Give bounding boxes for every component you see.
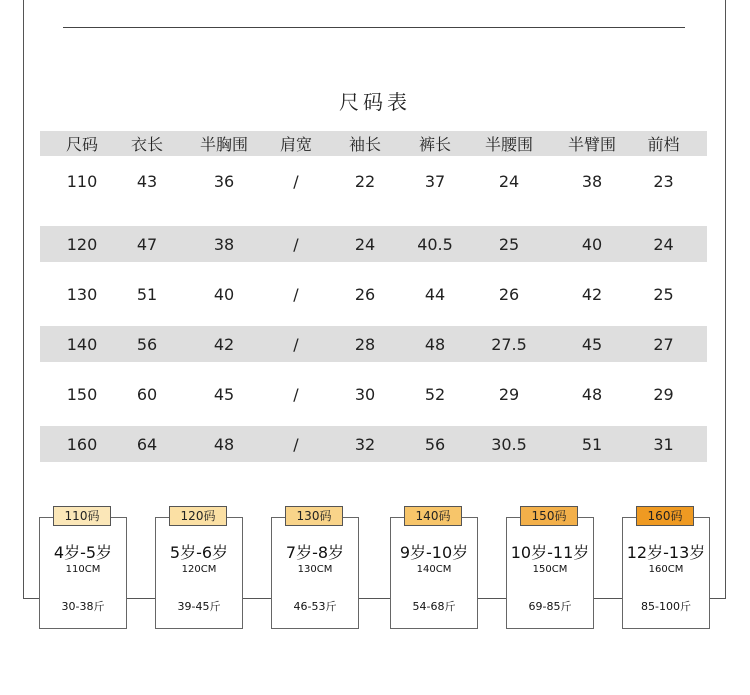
table-cell: 24 (653, 234, 674, 254)
table-cell: 31 (653, 434, 674, 454)
table-cell: 48 (424, 334, 446, 354)
card-height: 120CM (181, 564, 217, 575)
card-weight: 69-85斤 (528, 600, 572, 613)
table-cell: 120 (66, 234, 98, 254)
table-cell: 38 (213, 234, 235, 254)
card-age-range: 5岁-6岁 (169, 543, 229, 562)
table-cell: / (293, 171, 299, 191)
size-tag: 120码 (169, 506, 227, 526)
table-cell: 32 (354, 434, 376, 454)
table-cell: 47 (136, 234, 158, 254)
size-tag: 110码 (53, 506, 111, 526)
size-table (40, 131, 707, 462)
baseline-left (23, 598, 39, 599)
table-cell: 23 (653, 171, 674, 191)
table-cell: 51 (136, 284, 158, 304)
table-cell: 28 (354, 334, 376, 354)
header-cell: 半胸围 (199, 135, 248, 154)
table-row (40, 326, 707, 362)
table-cell: 140 (66, 334, 98, 354)
size-card (390, 517, 478, 629)
table-cell: / (293, 434, 299, 454)
table-row (40, 426, 707, 462)
size-tag: 140码 (404, 506, 462, 526)
table-row (40, 163, 707, 199)
table-cell: 64 (136, 434, 158, 454)
card-weight: 54-68斤 (412, 600, 456, 613)
top-divider (63, 27, 685, 28)
table-cell: 40.5 (417, 234, 453, 254)
table-cell: 56 (136, 334, 158, 354)
table-cell: 27 (653, 334, 674, 354)
table-cell: 40 (581, 234, 603, 254)
header-cell: 肩宽 (279, 135, 312, 154)
table-cell: 24 (354, 234, 376, 254)
table-cell: 22 (354, 171, 376, 191)
table-cell: 56 (424, 434, 446, 454)
table-cell: / (293, 334, 299, 354)
table-cell: 30.5 (491, 434, 527, 454)
table-cell: / (293, 284, 299, 304)
table-cell: 42 (581, 284, 603, 304)
table-cell: 40 (213, 284, 235, 304)
size-tag: 160码 (636, 506, 694, 526)
card-weight: 85-100斤 (641, 600, 691, 613)
header-cell: 袖长 (348, 135, 381, 154)
table-cell: 60 (136, 384, 158, 404)
table-cell: / (293, 384, 299, 404)
size-tag: 150码 (520, 506, 578, 526)
card-height: 160CM (648, 564, 684, 575)
baseline-segment (127, 598, 155, 599)
header-cell: 半臂围 (567, 135, 616, 154)
table-cell: 110 (66, 171, 98, 191)
table-cell: 52 (424, 384, 446, 404)
table-cell: 26 (354, 284, 376, 304)
table-cell: 36 (213, 171, 235, 191)
table-cell: 30 (354, 384, 376, 404)
table-row (40, 226, 707, 262)
baseline-segment (594, 598, 622, 599)
size-card (271, 517, 359, 629)
header-cell: 尺码 (65, 135, 98, 154)
table-row (40, 376, 707, 412)
table-cell: 25 (498, 234, 520, 254)
table-cell: 45 (581, 334, 603, 354)
table-row (40, 276, 707, 312)
card-height: 150CM (532, 564, 568, 575)
card-weight: 30-38斤 (61, 600, 105, 613)
table-cell: 37 (424, 171, 446, 191)
card-height: 130CM (297, 564, 333, 575)
size-card (622, 517, 710, 629)
table-cell: / (293, 234, 299, 254)
table-cell: 38 (581, 171, 603, 191)
table-cell: 26 (498, 284, 520, 304)
table-cell: 48 (581, 384, 603, 404)
table-cell: 130 (66, 284, 98, 304)
table-cell: 24 (498, 171, 520, 191)
table-cell: 42 (213, 334, 235, 354)
table-cell: 25 (653, 284, 674, 304)
card-weight: 39-45斤 (177, 600, 221, 613)
page-title: 尺码表 (339, 90, 411, 114)
table-cell: 29 (653, 384, 674, 404)
header-cell: 裤长 (418, 135, 451, 154)
baseline-segment (243, 598, 271, 599)
card-age-range: 12岁-13岁 (626, 543, 706, 562)
table-cell: 150 (66, 384, 98, 404)
table-cell: 160 (66, 434, 98, 454)
table-cell: 43 (136, 171, 158, 191)
card-age-range: 10岁-11岁 (510, 543, 590, 562)
baseline-segment (478, 598, 506, 599)
baseline-right (709, 598, 726, 599)
card-age-range: 7岁-8岁 (285, 543, 345, 562)
size-card (39, 517, 127, 629)
card-height: 110CM (65, 564, 101, 575)
header-cell: 前档 (647, 135, 680, 154)
table-cell: 44 (424, 284, 446, 304)
header-cell: 半腰围 (484, 135, 533, 154)
table-cell: 51 (581, 434, 603, 454)
table-cell: 29 (498, 384, 520, 404)
header-cell: 衣长 (130, 135, 163, 154)
card-weight: 46-53斤 (293, 600, 337, 613)
baseline-segment (359, 598, 390, 599)
card-age-range: 4岁-5岁 (53, 543, 113, 562)
card-age-range: 9岁-10岁 (399, 543, 469, 562)
table-cell: 48 (213, 434, 235, 454)
size-card (155, 517, 243, 629)
table-header (40, 131, 707, 156)
table-cell: 27.5 (491, 334, 527, 354)
size-card (506, 517, 594, 629)
size-tag: 130码 (285, 506, 343, 526)
table-cell: 45 (213, 384, 235, 404)
card-height: 140CM (416, 564, 452, 575)
